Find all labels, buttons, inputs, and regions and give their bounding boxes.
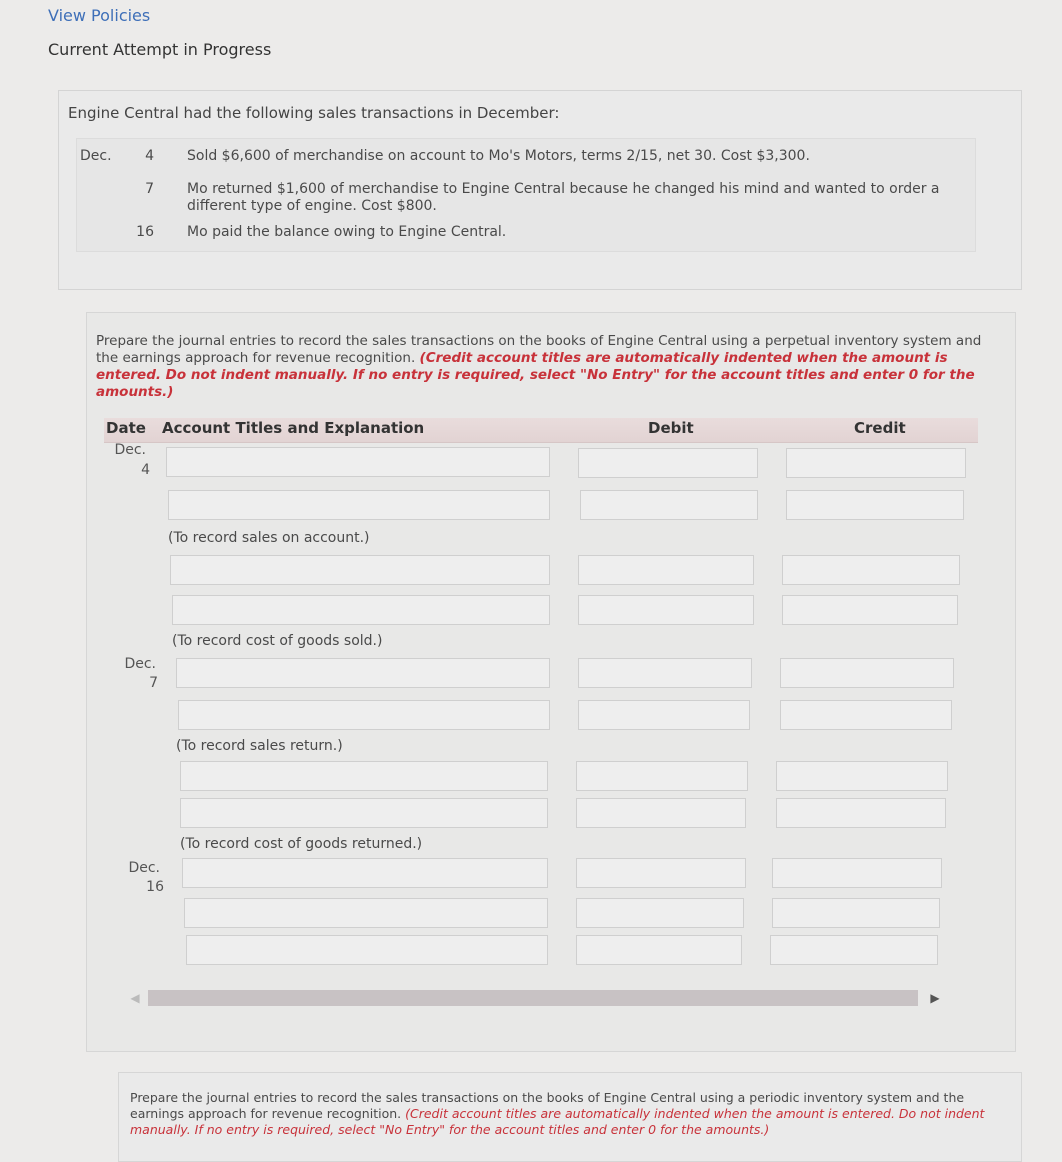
credit-input[interactable] — [786, 448, 966, 478]
account-title-input[interactable] — [166, 447, 550, 477]
entry-day: 4 — [141, 462, 150, 478]
debit-input[interactable] — [576, 898, 744, 928]
view-policies-link[interactable]: View Policies — [48, 6, 151, 25]
transaction-text: Mo paid the balance owing to Engine Central. — [187, 224, 507, 240]
account-title-input[interactable] — [186, 935, 548, 965]
problem-intro: Engine Central had the following sales transactions in December: — [68, 104, 560, 122]
entry-memo: (To record cost of goods sold.) — [172, 633, 383, 649]
account-title-input[interactable] — [176, 658, 550, 688]
credit-input[interactable] — [776, 798, 946, 828]
col-account: Account Titles and Explanation — [162, 419, 425, 437]
debit-input[interactable] — [578, 700, 750, 730]
part2-instruction-text: Prepare the journal entries to record the sales transactions on the books of Engine Central using a periodic inventory system and the earnings approach for revenue recognition. — [130, 1090, 965, 1121]
debit-input[interactable] — [578, 658, 752, 688]
attempt-status: Current Attempt in Progress — [48, 40, 272, 59]
credit-input[interactable] — [772, 858, 942, 888]
entry-month: Dec. — [114, 442, 146, 458]
credit-input[interactable] — [780, 658, 954, 688]
debit-input[interactable] — [576, 935, 742, 965]
account-title-input[interactable] — [178, 700, 550, 730]
part2-instruction — [130, 1090, 990, 1138]
credit-input[interactable] — [776, 761, 948, 791]
part1-instruction — [96, 333, 996, 401]
credit-input[interactable] — [780, 700, 952, 730]
journal-table-header — [104, 418, 978, 443]
entry-day: 7 — [149, 675, 158, 691]
scroll-left-arrow-icon[interactable]: ◀ — [130, 991, 140, 1005]
transaction-day: 7 — [145, 181, 154, 197]
credit-input[interactable] — [772, 898, 940, 928]
account-title-input[interactable] — [180, 761, 548, 791]
scroll-right-arrow-icon[interactable]: ▶ — [930, 991, 940, 1005]
entry-day: 16 — [146, 879, 164, 895]
debit-input[interactable] — [576, 761, 748, 791]
entry-month: Dec. — [128, 860, 160, 876]
part1-instruction-note: (Credit account titles are automatically indented when the amount is entered. Do not indent manually. If no entry is required, select "No Entry" for the account titles and enter 0 for the amounts.) — [96, 350, 975, 400]
credit-input[interactable] — [786, 490, 964, 520]
entry-memo: (To record sales return.) — [176, 738, 343, 754]
transaction-day: 4 — [145, 148, 154, 164]
debit-input[interactable] — [580, 490, 758, 520]
credit-input[interactable] — [782, 595, 958, 625]
entry-memo: (To record cost of goods returned.) — [180, 836, 423, 852]
account-title-input[interactable] — [168, 490, 550, 520]
transaction-text: Sold $6,600 of merchandise on account to Mo's Motors, terms 2/15, net 30. Cost $3,300. — [187, 148, 810, 164]
transaction-text: Mo returned $1,600 of merchandise to Engine Central because he changed his mind and wanted to order a different type of engine. Cost $800. — [187, 181, 940, 214]
account-title-input[interactable] — [182, 858, 548, 888]
account-title-input[interactable] — [180, 798, 548, 828]
debit-input[interactable] — [576, 798, 746, 828]
entry-memo: (To record sales on account.) — [168, 530, 370, 546]
account-title-input[interactable] — [184, 898, 548, 928]
credit-input[interactable] — [770, 935, 938, 965]
part1-instruction-text: Prepare the journal entries to record the sales transactions on the books of Engine Central using a perpetual inventory system and the earnings approach for revenue recognition. — [96, 333, 982, 366]
credit-input[interactable] — [782, 555, 960, 585]
account-title-input[interactable] — [172, 595, 550, 625]
col-credit: Credit — [854, 419, 906, 437]
horizontal-scrollbar[interactable] — [126, 988, 944, 1008]
col-date: Date — [106, 419, 146, 437]
col-debit: Debit — [648, 419, 694, 437]
transaction-month: Dec. — [80, 148, 112, 164]
debit-input[interactable] — [578, 448, 758, 478]
debit-input[interactable] — [578, 555, 754, 585]
entry-month: Dec. — [124, 656, 156, 672]
debit-input[interactable] — [576, 858, 746, 888]
part2-instruction-note: (Credit account titles are automatically indented when the amount is entered. Do not indent manually. If no entry is required, select "No Entry" for the account titles and enter 0 for the amounts.) — [130, 1106, 985, 1137]
debit-input[interactable] — [578, 595, 754, 625]
transaction-day: 16 — [136, 224, 154, 240]
scrollbar-thumb[interactable] — [148, 990, 918, 1006]
account-title-input[interactable] — [170, 555, 550, 585]
